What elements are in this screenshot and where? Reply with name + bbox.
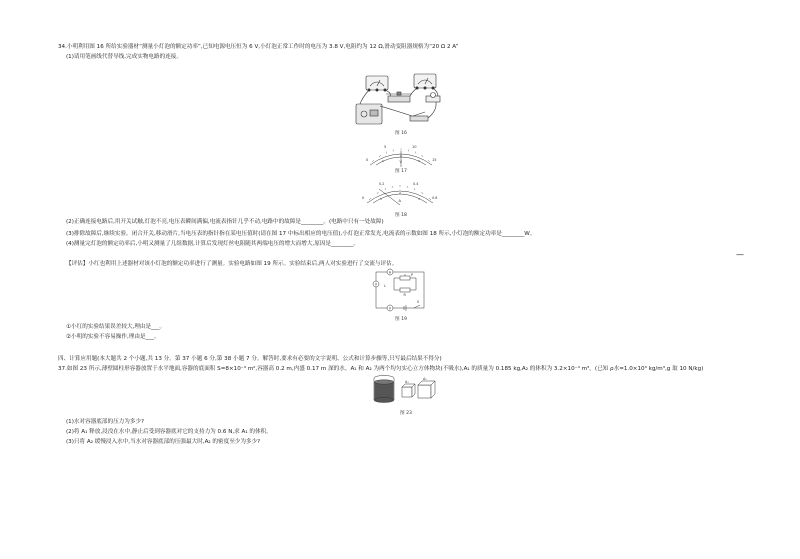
amp-tick-0: 0	[362, 196, 365, 200]
figure-23-caption: 图 23	[400, 411, 412, 416]
figure-16-apparatus	[352, 66, 452, 128]
amp-tick-2: 2	[399, 191, 401, 195]
volt-tick-3: 3	[418, 159, 420, 163]
cube-a2-label: A₂	[423, 377, 427, 381]
circuit-label-v1: V	[374, 282, 378, 287]
volt-tick-5: 5	[384, 145, 387, 149]
q34-part3: (3)排除故障后,继续实验。闭合开关,移动滑片,当电压表的指针指在某电压值时(请在图 17 中标出相应的电压值),小灯泡正常发光,电流表的示数如图 18 所示,小灯泡的额定功率是________W。	[66, 231, 536, 237]
circuit-label-l: L	[384, 284, 386, 288]
evaluation-item-1: ①小红的实验结果误差较大,理由是___。	[66, 324, 166, 330]
figure-18-caption: 图 18	[395, 213, 407, 218]
figure-16-caption: 图 16	[395, 131, 407, 136]
circuit-label-a: A	[388, 270, 392, 275]
q34-part1: (1)请用笔画线代替导线,完成实物电路的连接。	[66, 54, 182, 60]
amp-tick-3: 3	[418, 197, 420, 201]
q37-sub-3: (3)只将 A₂ 缓慢浸入水中,当水对容器底部的压强最大时,A₂ 的密度至少为多少?	[66, 439, 261, 445]
figure-23-container-cubes	[372, 373, 442, 405]
q34-part4: (4)测量完灯泡的额定功率后,小明又测量了几组数据,计算后发现灯丝电阻随其两端电压的增大而增大,原因是________。	[66, 241, 359, 247]
amp-tick-0.6: 0.6	[432, 196, 438, 200]
amp-tick-0.2: 0.2	[379, 182, 385, 186]
circuit-label-s: S	[417, 300, 420, 304]
figure-17-voltmeter-dial	[362, 141, 440, 169]
volt-tick-0: 0	[366, 158, 369, 162]
volt-tick-10: 10	[412, 145, 417, 149]
q34-part2: (2)正确连接电路后,用开关试触,灯泡不亮,电压表瞬间满偏,电流表指针几乎不动,电路中的故障是________。(电路中只有一处故障)	[66, 219, 384, 225]
volt-unit: V	[399, 160, 402, 164]
q34-stem: 34.小明利用图 16 所给实验器材“测量小灯泡的额定功率”,已知电源电压恒为 6 V,小灯泡正常工作时的电压为 3.8 V,电阻约为 12 Ω,滑动变阻器规格为“20 Ω 2 A”	[58, 44, 459, 50]
volt-tick-2: 2	[400, 154, 402, 158]
q37-sub-2: (2)将 A₁ 释放,浸没在水中,静止后受到容器底对它的支持力为 0.6 N,求 A₁ 的体积。	[66, 429, 272, 435]
evaluation-text: 【评估】小红也利用上述器材对该小灯泡的额定功率进行了测量。实验电路如图 19 所示。实验结束后,两人对实验进行了交流与评估。	[66, 261, 398, 267]
figure-19-circuit	[370, 268, 430, 312]
q37-stem: 37.如图 23 所示,薄壁圆柱形容器放置于水平地面,容器的底面积 S=8×10⁻³ m²,容器高 0.2 m,内盛 0.17 m 深的水。A₁ 和 A₂ 为两个均匀实心立方体物块(不吸水),A₁ 的质量为 0.185 kg,A₂ 的体积为 3.2×10⁻⁴ m³。(已知 ρ水=1.0×10³ kg/m³,g 取 10 N/kg)	[58, 366, 704, 372]
circuit-label-p: P	[411, 273, 414, 277]
figure-19-caption: 图 19	[395, 317, 407, 322]
amp-tick-1: 1	[380, 197, 382, 201]
page-margin-dash: —	[736, 250, 744, 259]
circuit-label-v2: V	[388, 306, 392, 311]
amp-unit: A	[398, 199, 401, 203]
volt-tick-15: 15	[432, 158, 437, 162]
volt-tick-1: 1	[382, 159, 384, 163]
circuit-label-r: R	[403, 293, 406, 297]
section-4-heading: 四、计算应用题(本大题共 2 个小题,共 13 分。第 37 小题 6 分,第 38 小题 7 分。解答时,要求有必要的文字说明、公式和计算步骤等,只写最后结果不得分)	[58, 356, 442, 362]
cube-a1-label: A₁	[405, 380, 409, 384]
evaluation-item-2: ②小明的实验不容易操作,理由是___。	[66, 334, 160, 340]
figure-17-caption: 图 17	[395, 169, 407, 174]
amp-tick-0.4: 0.4	[413, 182, 419, 186]
q37-sub-1: (1)水对容器底部的压力为多少?	[66, 419, 145, 425]
figure-18-ammeter-dial	[359, 177, 441, 209]
